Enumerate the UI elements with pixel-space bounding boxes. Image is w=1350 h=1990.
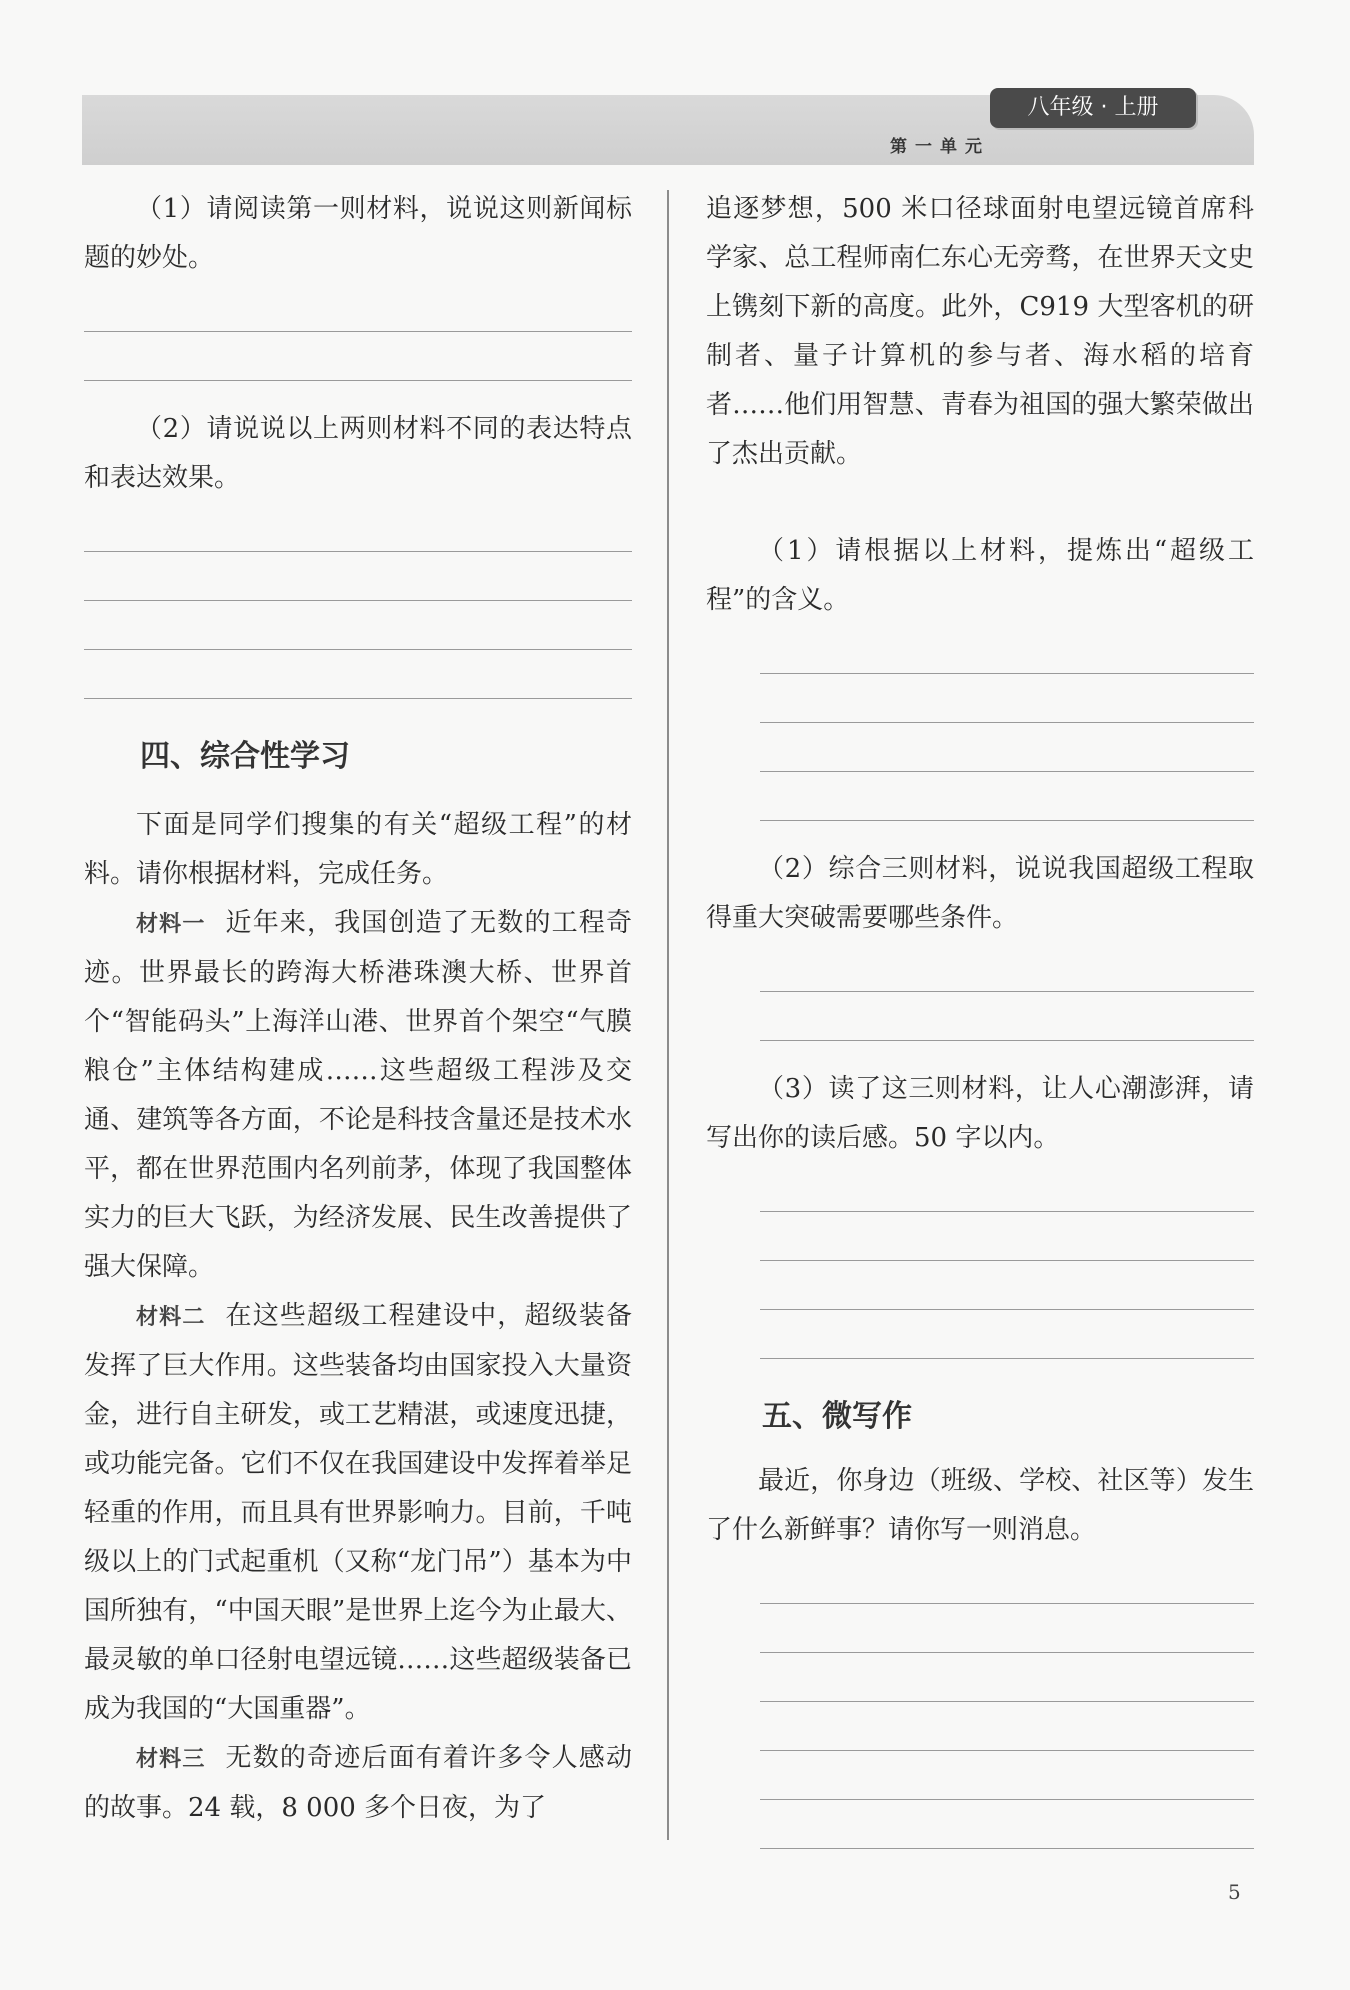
section-5-title: 五、微写作 — [762, 1399, 912, 1434]
material-3-label: 材料三 — [136, 1747, 206, 1772]
question-1: （1）请阅读第一则材料，说说这则新闻标题的妙处。 — [84, 194, 632, 273]
answer-line[interactable] — [760, 943, 1254, 992]
unit-label: 第一单元 — [890, 137, 990, 157]
section-4-intro: 下面是同学们搜集的有关“超级工程”的材料。请你根据材料，完成任务。 — [84, 810, 632, 889]
answer-line[interactable] — [760, 1163, 1254, 1212]
material-2 — [84, 1292, 632, 1734]
section-4-title: 四、综合性学习 — [140, 739, 350, 774]
task-3: （3）读了这三则材料，让人心潮澎湃，请写出你的读后感。50 字以内。 — [706, 1074, 1254, 1153]
task-2: （2）综合三则材料，说说我国超级工程取得重大突破需要哪些条件。 — [706, 854, 1254, 933]
answer-line[interactable] — [84, 552, 632, 601]
grade-badge: 八年级 · 上册 — [990, 88, 1196, 128]
material-1-label: 材料一 — [136, 912, 206, 937]
answer-line[interactable] — [760, 625, 1254, 674]
answer-line[interactable] — [760, 992, 1254, 1041]
answer-line[interactable] — [760, 723, 1254, 772]
answer-line[interactable] — [760, 1604, 1254, 1653]
answer-line[interactable] — [760, 1212, 1254, 1261]
question-2: （2）请说说以上两则材料不同的表达特点和表达效果。 — [84, 414, 632, 493]
answer-line[interactable] — [760, 1702, 1254, 1751]
page-number: 5 — [1228, 1880, 1241, 1904]
material-3 — [84, 1734, 632, 1833]
right-column — [706, 185, 1254, 1849]
answer-line[interactable] — [84, 601, 632, 650]
material-3-continued: 追逐梦想，500 米口径球面射电望远镜首席科学家、总工程师南仁东心无旁骛，在世界天文史上镌刻下新的高度。此外，C919 大型客机的研制者、量子计算机的参与者、海水稻的培育者……他们用智慧、青春为祖国的强大繁荣做出了杰出贡献。 — [706, 194, 1254, 469]
answer-line[interactable] — [760, 1310, 1254, 1359]
task-1: （1）请根据以上材料，提炼出“超级工程”的含义。 — [706, 536, 1254, 615]
answer-line[interactable] — [760, 1555, 1254, 1604]
material-2-text: 在这些超级工程建设中，超级装备发挥了巨大作用。这些装备均由国家投入大量资金，进行自主研发，或工艺精湛，或速度迅捷，或功能完备。它们不仅在我国建设中发挥着举足轻重的作用，而且具有世界影响力。目前，千吨级以上的门式起重机（又称“龙门吊”）基本为中国所独有，“中国天眼”是世界上迄今为止最大、最灵敏的单口径射电望远镜……这些超级装备已成为我国的“大国重器”。 — [84, 1301, 632, 1724]
answer-line[interactable] — [760, 1800, 1254, 1849]
answer-line[interactable] — [84, 503, 632, 552]
material-1-text: 近年来，我国创造了无数的工程奇迹。世界最长的跨海大桥港珠澳大桥、世界首个“智能码头”上海洋山港、世界首个架空“气膜粮仓”主体结构建成……这些超级工程涉及交通、建筑等各方面，不论是科技含量还是技术水平，都在世界范围内名列前茅，体现了我国整体实力的巨大飞跃，为经济发展、民生改善提供了强大保障。 — [84, 908, 632, 1282]
answer-line[interactable] — [760, 674, 1254, 723]
answer-line[interactable] — [760, 1653, 1254, 1702]
material-2-label: 材料二 — [136, 1305, 206, 1330]
material-1 — [84, 899, 632, 1292]
section-5-prompt: 最近，你身边（班级、学校、社区等）发生了什么新鲜事？请你写一则消息。 — [706, 1466, 1254, 1545]
answer-line[interactable] — [84, 283, 632, 332]
answer-line[interactable] — [760, 772, 1254, 821]
column-divider — [667, 190, 669, 1840]
left-column — [84, 185, 632, 1833]
answer-line[interactable] — [84, 332, 632, 381]
answer-line[interactable] — [760, 1751, 1254, 1800]
answer-line[interactable] — [84, 650, 632, 699]
answer-line[interactable] — [760, 1261, 1254, 1310]
material-3-text: 无数的奇迹后面有着许多令人感动的故事。24 载，8 000 多个日夜，为了 — [84, 1743, 632, 1823]
